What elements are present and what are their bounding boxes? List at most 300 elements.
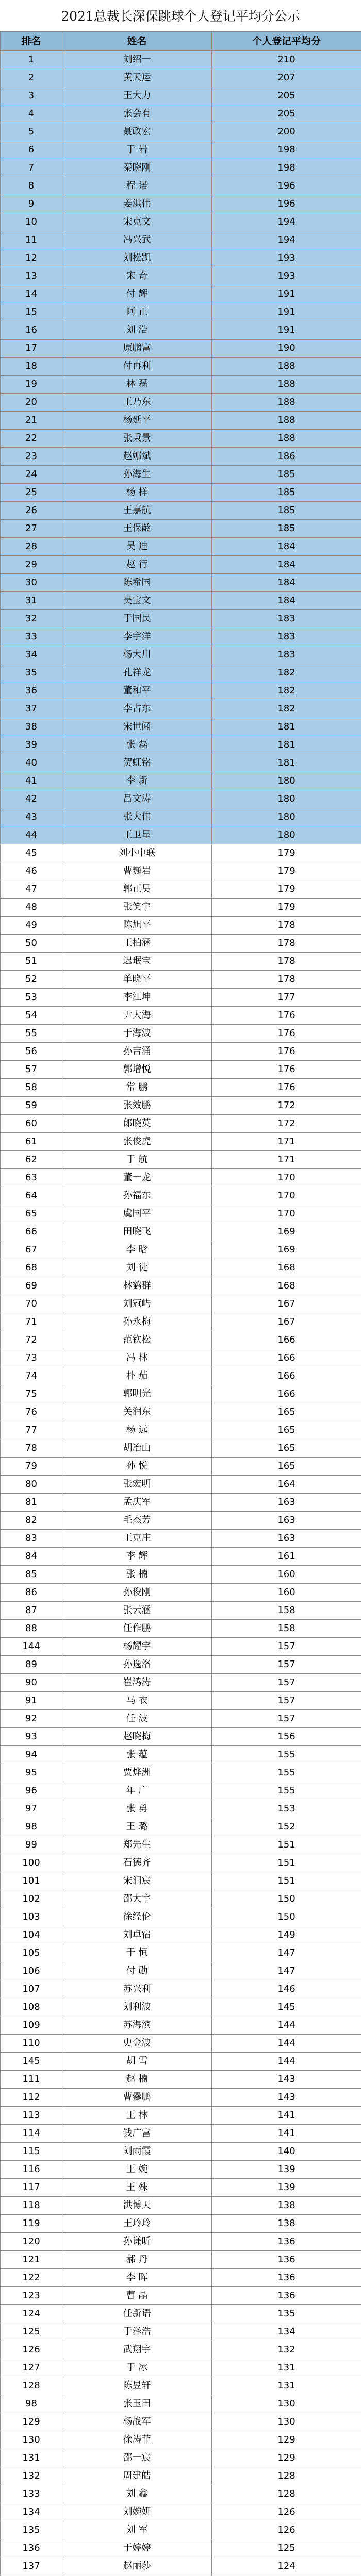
avg-cell: 193 (212, 249, 361, 267)
table-row (1, 520, 361, 538)
rank-cell: 77 (1, 1421, 62, 1439)
rank-cell: 49 (1, 917, 62, 935)
table-row (1, 1836, 361, 1854)
name-cell: 付再利 (62, 358, 212, 376)
table-header (1, 32, 361, 51)
avg-cell: 179 (212, 880, 361, 899)
name-cell: 赵 楠 (62, 2071, 212, 2089)
name-cell: 刘小中联 (62, 844, 212, 862)
avg-cell: 151 (212, 1836, 361, 1854)
name-cell: 李 晗 (62, 1241, 212, 1259)
name-cell: 杨战军 (62, 2413, 212, 2431)
name-cell: 任作鹏 (62, 1620, 212, 1638)
avg-cell: 153 (212, 1800, 361, 1818)
table-row (1, 2053, 361, 2071)
table-row (1, 87, 361, 105)
name-cell: 吕文涛 (62, 790, 212, 808)
rank-cell: 107 (1, 1980, 62, 1998)
table-row (1, 1169, 361, 1187)
rank-cell: 97 (1, 1800, 62, 1818)
table-row (1, 1566, 361, 1584)
table-row (1, 1277, 361, 1295)
avg-cell: 198 (212, 141, 361, 159)
name-cell: 刘冠屿 (62, 1295, 212, 1313)
rank-cell: 104 (1, 1926, 62, 1944)
avg-cell: 157 (212, 1674, 361, 1692)
name-cell: 黄天运 (62, 69, 212, 87)
name-cell: 刘 徒 (62, 1259, 212, 1277)
rank-cell: 73 (1, 1349, 62, 1367)
table-row (1, 2016, 361, 2035)
rank-cell: 135 (1, 2521, 62, 2539)
avg-cell: 179 (212, 844, 361, 862)
name-cell: 张云涵 (62, 1602, 212, 1620)
name-cell: 张玉田 (62, 2395, 212, 2413)
rank-cell: 96 (1, 1782, 62, 1800)
rank-cell: 29 (1, 556, 62, 574)
rank-cell: 58 (1, 1079, 62, 1097)
name-cell: 张笑宇 (62, 899, 212, 917)
rank-cell: 57 (1, 1061, 62, 1079)
avg-cell: 138 (212, 2215, 361, 2233)
table-row (1, 1403, 361, 1421)
table-row (1, 2071, 361, 2089)
name-cell: 赵 行 (62, 556, 212, 574)
name-cell: 毛杰芳 (62, 1512, 212, 1530)
avg-cell: 184 (212, 538, 361, 556)
avg-cell: 170 (212, 1169, 361, 1187)
avg-cell: 136 (212, 2251, 361, 2269)
name-cell: 张 磊 (62, 736, 212, 754)
name-cell: 王 殊 (62, 2179, 212, 2197)
table-row (1, 592, 361, 610)
avg-cell: 181 (212, 736, 361, 754)
avg-cell: 143 (212, 2089, 361, 2107)
avg-cell: 169 (212, 1223, 361, 1241)
rank-cell: 117 (1, 2179, 62, 2197)
table-row (1, 195, 361, 213)
avg-cell: 184 (212, 592, 361, 610)
rank-cell: 1 (1, 51, 62, 69)
name-cell: 郑先生 (62, 1836, 212, 1854)
table-row (1, 141, 361, 159)
avg-cell: 149 (212, 1926, 361, 1944)
table-row (1, 1133, 361, 1151)
avg-cell: 179 (212, 899, 361, 917)
name-cell: 陈希国 (62, 574, 212, 592)
table-row (1, 249, 361, 267)
table-row (1, 231, 361, 249)
name-cell: 王柏涵 (62, 935, 212, 953)
table-row (1, 899, 361, 917)
rank-cell: 14 (1, 285, 62, 303)
table-row (1, 1367, 361, 1385)
table-row (1, 1548, 361, 1566)
avg-cell: 151 (212, 1854, 361, 1872)
header-avg: 个人登记平均分 (212, 32, 361, 51)
avg-cell: 176 (212, 1061, 361, 1079)
avg-cell: 132 (212, 2341, 361, 2359)
rank-cell: 33 (1, 628, 62, 646)
avg-cell: 136 (212, 2287, 361, 2305)
name-cell: 武翔宇 (62, 2341, 212, 2359)
name-cell: 虞国平 (62, 1205, 212, 1223)
avg-cell: 139 (212, 2161, 361, 2179)
table-row (1, 628, 361, 646)
avg-cell: 125 (212, 2539, 361, 2557)
avg-cell: 198 (212, 159, 361, 177)
name-cell: 李 辉 (62, 1548, 212, 1566)
rank-cell: 94 (1, 1746, 62, 1764)
rank-cell: 24 (1, 466, 62, 484)
rank-cell: 130 (1, 2431, 62, 2449)
rank-cell: 120 (1, 2233, 62, 2251)
table-row (1, 51, 361, 69)
table-row (1, 953, 361, 971)
name-cell: 冯兴武 (62, 231, 212, 249)
table-row (1, 1512, 361, 1530)
name-cell: 张宏明 (62, 1476, 212, 1494)
rank-cell: 12 (1, 249, 62, 267)
table-row (1, 1151, 361, 1169)
table-row (1, 321, 361, 340)
sheet-title: 2021总裁长深保跳球个人登记平均分公示 (0, 0, 361, 31)
rank-cell: 89 (1, 1656, 62, 1674)
rank-cell: 113 (1, 2107, 62, 2125)
table-row (1, 267, 361, 285)
name-cell: 贾烨洲 (62, 1764, 212, 1782)
avg-cell: 178 (212, 971, 361, 989)
avg-cell: 186 (212, 448, 361, 466)
table-row (1, 285, 361, 303)
avg-cell: 136 (212, 2233, 361, 2251)
rank-cell: 46 (1, 862, 62, 880)
name-cell: 苏海滨 (62, 2016, 212, 2035)
table-row (1, 303, 361, 321)
table-row (1, 1313, 361, 1331)
table-row (1, 880, 361, 899)
rank-cell: 132 (1, 2467, 62, 2485)
rank-cell: 38 (1, 718, 62, 736)
avg-cell: 184 (212, 556, 361, 574)
avg-cell: 166 (212, 1349, 361, 1367)
name-cell: 王乃东 (62, 394, 212, 412)
name-cell: 张 勇 (62, 1800, 212, 1818)
avg-cell: 168 (212, 1259, 361, 1277)
rank-cell: 32 (1, 610, 62, 628)
name-cell: 孙吉涌 (62, 1043, 212, 1061)
rank-cell: 61 (1, 1133, 62, 1151)
table-row (1, 2341, 361, 2359)
rank-cell: 78 (1, 1439, 62, 1458)
rank-cell: 66 (1, 1223, 62, 1241)
avg-cell: 150 (212, 1890, 361, 1908)
rank-cell: 63 (1, 1169, 62, 1187)
table-row (1, 394, 361, 412)
avg-cell: 131 (212, 2359, 361, 2377)
rank-cell: 19 (1, 376, 62, 394)
avg-cell: 124 (212, 2557, 361, 2575)
name-cell: 王 林 (62, 2107, 212, 2125)
table-row (1, 1097, 361, 1115)
rank-cell: 93 (1, 1728, 62, 1746)
avg-cell: 184 (212, 574, 361, 592)
rank-cell: 69 (1, 1277, 62, 1295)
table-row (1, 1079, 361, 1097)
avg-cell: 180 (212, 790, 361, 808)
table-row (1, 2089, 361, 2107)
rank-cell: 11 (1, 231, 62, 249)
name-cell: 曹 晶 (62, 2287, 212, 2305)
table-row (1, 2539, 361, 2557)
table-row (1, 935, 361, 953)
table-row (1, 466, 361, 484)
avg-cell: 150 (212, 1908, 361, 1926)
table-row (1, 2323, 361, 2341)
rank-cell: 87 (1, 1602, 62, 1620)
avg-cell: 158 (212, 1620, 361, 1638)
avg-cell: 185 (212, 466, 361, 484)
table-row (1, 862, 361, 880)
avg-cell: 182 (212, 700, 361, 718)
avg-cell: 165 (212, 1403, 361, 1421)
table-row (1, 2251, 361, 2269)
avg-cell: 176 (212, 1007, 361, 1025)
rank-cell: 35 (1, 664, 62, 682)
avg-cell: 200 (212, 123, 361, 141)
name-cell: 胡冶山 (62, 1439, 212, 1458)
table-row (1, 2107, 361, 2125)
table-row (1, 448, 361, 466)
avg-cell: 191 (212, 321, 361, 340)
rank-cell: 144 (1, 1638, 62, 1656)
avg-cell: 172 (212, 1115, 361, 1133)
rank-cell: 99 (1, 1836, 62, 1854)
rank-cell: 48 (1, 899, 62, 917)
table-row (1, 754, 361, 772)
name-cell: 刘 浩 (62, 321, 212, 340)
rank-cell: 55 (1, 1025, 62, 1043)
table-row (1, 159, 361, 177)
avg-cell: 188 (212, 376, 361, 394)
name-cell: 邵一宸 (62, 2449, 212, 2467)
rank-cell: 112 (1, 2089, 62, 2107)
table-row (1, 2287, 361, 2305)
name-cell: 任 波 (62, 1710, 212, 1728)
rank-cell: 43 (1, 808, 62, 826)
table-row (1, 826, 361, 844)
name-cell: 郭明光 (62, 1385, 212, 1403)
name-cell: 杨 远 (62, 1421, 212, 1439)
avg-cell: 176 (212, 1025, 361, 1043)
avg-cell: 144 (212, 2053, 361, 2071)
avg-cell: 167 (212, 1313, 361, 1331)
avg-cell: 130 (212, 2395, 361, 2413)
table-row (1, 1385, 361, 1403)
name-cell: 于国民 (62, 610, 212, 628)
table-row (1, 1944, 361, 1962)
table-row (1, 989, 361, 1007)
name-cell: 任新语 (62, 2305, 212, 2323)
avg-cell: 180 (212, 772, 361, 790)
name-cell: 杨耀宇 (62, 1638, 212, 1656)
rank-cell: 86 (1, 1584, 62, 1602)
rank-cell: 123 (1, 2287, 62, 2305)
rank-cell: 80 (1, 1476, 62, 1494)
name-cell: 张会有 (62, 105, 212, 123)
table-row (1, 502, 361, 520)
table-row (1, 412, 361, 430)
table-row (1, 1638, 361, 1656)
avg-cell: 156 (212, 1728, 361, 1746)
table-row (1, 2557, 361, 2575)
avg-cell: 152 (212, 1818, 361, 1836)
rank-cell: 95 (1, 1764, 62, 1782)
name-cell: 张 楠 (62, 1566, 212, 1584)
name-cell: 张秉景 (62, 430, 212, 448)
table-row (1, 1764, 361, 1782)
rank-cell: 7 (1, 159, 62, 177)
avg-cell: 183 (212, 646, 361, 664)
avg-cell: 183 (212, 628, 361, 646)
rank-cell: 23 (1, 448, 62, 466)
table-row (1, 213, 361, 231)
avg-cell: 177 (212, 989, 361, 1007)
avg-cell: 143 (212, 2071, 361, 2089)
table-body (1, 51, 361, 2576)
name-cell: 吴宝文 (62, 592, 212, 610)
avg-cell: 134 (212, 2323, 361, 2341)
name-cell: 单晓平 (62, 971, 212, 989)
table-row (1, 2413, 361, 2431)
table-row (1, 844, 361, 862)
avg-cell: 157 (212, 1638, 361, 1656)
table-row (1, 2521, 361, 2539)
table-row (1, 1187, 361, 1205)
rank-cell: 47 (1, 880, 62, 899)
avg-cell: 165 (212, 1439, 361, 1458)
table-row (1, 1205, 361, 1223)
name-cell: 孙俊刚 (62, 1584, 212, 1602)
avg-cell: 180 (212, 808, 361, 826)
avg-cell: 126 (212, 2521, 361, 2539)
rank-cell: 98 (1, 1818, 62, 1836)
name-cell: 阿 正 (62, 303, 212, 321)
avg-cell: 196 (212, 177, 361, 195)
name-cell: 李江坤 (62, 989, 212, 1007)
avg-cell: 128 (212, 2485, 361, 2503)
avg-cell: 160 (212, 1566, 361, 1584)
table-row (1, 69, 361, 87)
table-row (1, 1295, 361, 1313)
name-cell: 于 恒 (62, 1944, 212, 1962)
table-row (1, 2377, 361, 2395)
avg-cell: 139 (212, 2179, 361, 2197)
name-cell: 林鹤群 (62, 1277, 212, 1295)
rank-cell: 103 (1, 1908, 62, 1926)
avg-cell: 176 (212, 1079, 361, 1097)
name-cell: 史金波 (62, 2035, 212, 2053)
name-cell: 郭增悦 (62, 1061, 212, 1079)
table-row (1, 2125, 361, 2143)
rank-cell: 118 (1, 2197, 62, 2215)
table-row (1, 1259, 361, 1277)
name-cell: 吴 迪 (62, 538, 212, 556)
table-row (1, 574, 361, 592)
avg-cell: 166 (212, 1385, 361, 1403)
name-cell: 贺虹铭 (62, 754, 212, 772)
avg-cell: 190 (212, 340, 361, 358)
name-cell: 原鹏富 (62, 340, 212, 358)
name-cell: 秦晓刚 (62, 159, 212, 177)
rank-cell: 81 (1, 1494, 62, 1512)
avg-cell: 188 (212, 412, 361, 430)
rank-cell: 114 (1, 2125, 62, 2143)
table-row (1, 736, 361, 754)
rank-cell: 54 (1, 1007, 62, 1025)
rank-cell: 37 (1, 700, 62, 718)
table-row (1, 2449, 361, 2467)
table-row (1, 1980, 361, 1998)
rank-cell: 122 (1, 2269, 62, 2287)
rank-cell: 68 (1, 1259, 62, 1277)
table-row (1, 2395, 361, 2413)
name-cell: 于泽浩 (62, 2323, 212, 2341)
avg-cell: 144 (212, 2035, 361, 2053)
avg-cell: 181 (212, 754, 361, 772)
rank-cell: 91 (1, 1692, 62, 1710)
table-row (1, 1710, 361, 1728)
table-row (1, 646, 361, 664)
rank-cell: 127 (1, 2359, 62, 2377)
avg-cell: 141 (212, 2107, 361, 2125)
name-cell: 周建皓 (62, 2467, 212, 2485)
rank-cell: 6 (1, 141, 62, 159)
table-row (1, 772, 361, 790)
avg-cell: 166 (212, 1331, 361, 1349)
name-cell: 杨延平 (62, 412, 212, 430)
name-cell: 李 晖 (62, 2269, 212, 2287)
avg-cell: 194 (212, 231, 361, 249)
rank-cell: 92 (1, 1710, 62, 1728)
table-row (1, 1602, 361, 1620)
name-cell: 刘绍一 (62, 51, 212, 69)
rank-cell: 39 (1, 736, 62, 754)
avg-cell: 145 (212, 1998, 361, 2016)
table-row (1, 430, 361, 448)
avg-cell: 165 (212, 1458, 361, 1476)
name-cell: 王 璐 (62, 1818, 212, 1836)
name-cell: 张 蕴 (62, 1746, 212, 1764)
avg-cell: 146 (212, 1980, 361, 1998)
name-cell: 郭正昊 (62, 880, 212, 899)
avg-cell: 140 (212, 2143, 361, 2161)
rank-cell: 56 (1, 1043, 62, 1061)
rank-cell: 121 (1, 2251, 62, 2269)
avg-cell: 163 (212, 1512, 361, 1530)
avg-cell: 185 (212, 520, 361, 538)
rank-cell: 13 (1, 267, 62, 285)
rank-cell: 36 (1, 682, 62, 700)
avg-cell: 169 (212, 1241, 361, 1259)
avg-cell: 178 (212, 935, 361, 953)
table-row (1, 2179, 361, 2197)
name-cell: 孟庆军 (62, 1494, 212, 1512)
table-row (1, 2161, 361, 2179)
name-cell: 杨大川 (62, 646, 212, 664)
table-row (1, 1331, 361, 1349)
table-row (1, 484, 361, 502)
